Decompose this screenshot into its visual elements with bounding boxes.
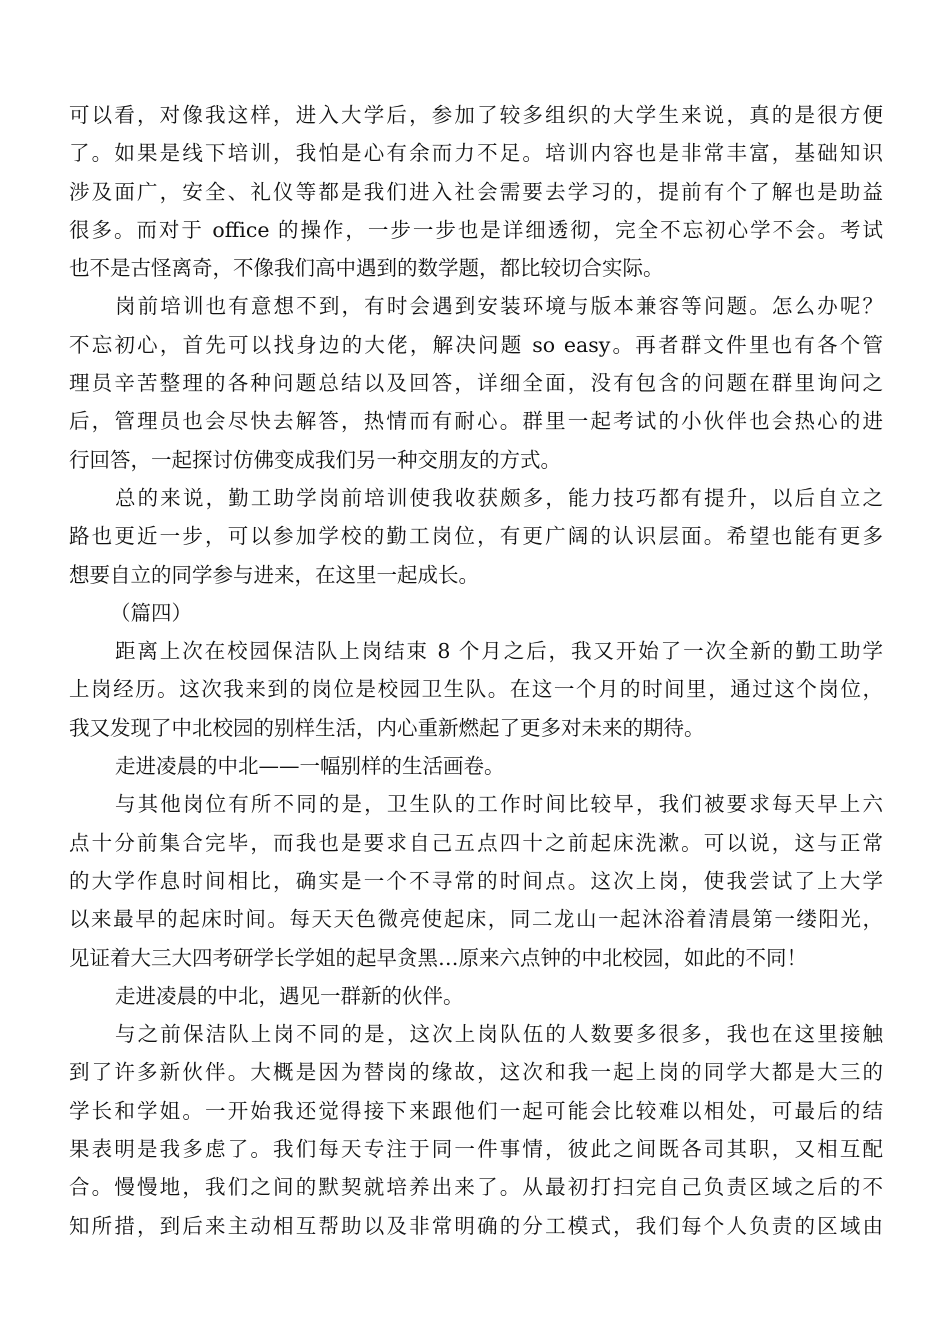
text-line: 与其他岗位有所不同的是，卫生队的工作时间比较早，我们被要求每天早上六 [115,792,883,817]
text-line: 不忘初心，首先可以找身边的大佬，解决问题 so easy。再者群文件里也有各个管 [69,332,883,357]
text-line: 的大学作息时间相比，确实是一个不寻常的时间点。这次上岗，使我尝试了上大学 [69,868,883,893]
text-line: 理员辛苦整理的各种问题总结以及回答，详细全面，没有包含的问题在群里询问之 [69,371,883,396]
text-line: 见证着大三大四考研学长学姐的起早贪黑…原来六点钟的中北校园，如此的不同！ [69,945,807,970]
text-line: 路也更近一步，可以参加学校的勤工岗位，有更广阔的认识层面。希望也能有更多 [69,524,883,549]
text-line: 总的来说，勤工助学岗前培训使我收获颇多，能力技巧都有提升，以后自立之 [115,485,883,510]
subheading-line: 走进凌晨的中北——一幅别样的生活画卷。 [115,754,505,779]
text-line: 后，管理员也会尽快去解答，热情而有耐心。群里一起考试的小伙伴也会热心的进 [69,409,883,434]
text-line: 合。慢慢地，我们之间的默契就培养出来了。从最初打扫完自己负责区域之后的不 [69,1175,883,1200]
text-line: 涉及面广，安全、礼仪等都是我们进入社会需要去学习的，提前有个了解也是助益 [69,179,883,204]
section-heading: （篇四） [110,600,192,625]
text-line: 上岗经历。这次我来到的岗位是校园卫生队。在这一个月的时间里，通过这个岗位， [69,677,883,702]
text-line: 点十分前集合完毕，而我也是要求自己五点四十之前起床洗漱。可以说，这与正常 [69,830,883,855]
text-line: 果表明是我多虑了。我们每天专注于同一件事情，彼此之间既各司其职，又相互配 [69,1137,883,1162]
text-line: 很多。而对于 office 的操作，一步一步也是详细透彻，完全不忘初心学不会。考试 [69,217,883,242]
subheading-line: 走进凌晨的中北，遇见一群新的伙伴。 [115,983,464,1008]
text-line: 学长和学姐。一开始我还觉得接下来跟他们一起可能会比较难以相处，可最后的结 [69,1098,883,1123]
document-body [69,96,883,1245]
text-line: 知所措，到后来主动相互帮助以及非常明确的分工模式，我们每个人负责的区域由 [69,1213,883,1238]
text-line: 以来最早的起床时间。每天天色微亮使起床，同二龙山一起沐浴着清晨第一缕阳光， [69,907,883,932]
text-line: 距离上次在校园保洁队上岗结束 8 个月之后，我又开始了一次全新的勤工助学 [115,639,883,664]
text-line: 了。如果是线下培训，我怕是心有余而力不足。培训内容也是非常丰富，基础知识 [69,141,883,166]
text-line: 行回答，一起探讨仿佛变成我们另一种交朋友的方式。 [69,447,561,472]
text-line: 可以看，对像我这样，进入大学后，参加了较多组织的大学生来说，真的是很方便 [69,103,883,127]
text-line: 与之前保洁队上岗不同的是，这次上岗队伍的人数要多很多，我也在这里接触 [115,1022,883,1047]
text-line: 也不是古怪离奇，不像我们高中遇到的数学题，都比较切合实际。 [69,256,664,281]
text-line: 岗前培训也有意想不到，有时会遇到安装环境与版本兼容等问题。怎么办呢？ [115,294,883,319]
text-line: 想要自立的同学参与进来，在这里一起成长。 [69,562,479,587]
text-line: 到了许多新伙伴。大概是因为替岗的缘故，这次和我一起上岗的同学大都是大三的 [69,1060,883,1085]
text-line: 我又发现了中北校园的别样生活，内心重新燃起了更多对未来的期待。 [69,715,705,740]
